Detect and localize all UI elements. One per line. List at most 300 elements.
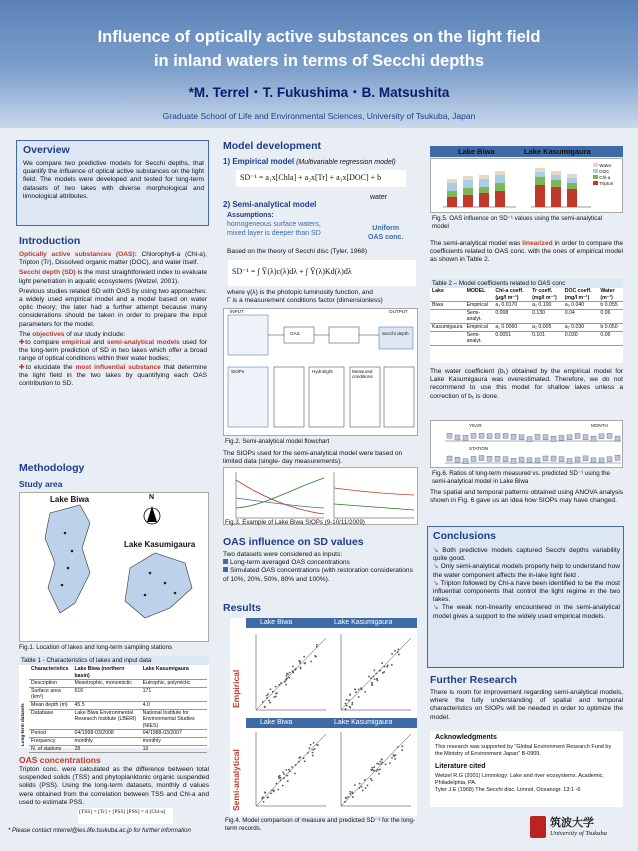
table-cell: 0.06 xyxy=(598,309,623,323)
where-text xyxy=(227,289,419,305)
scatter-point xyxy=(313,742,315,744)
scatter-point xyxy=(391,664,393,666)
arrow-bullet-icon: ↘ xyxy=(433,563,439,571)
scatter-point xyxy=(360,687,362,689)
fig6-boxplots xyxy=(431,421,624,469)
obj-post: of our study include: xyxy=(64,330,126,338)
siops-figure xyxy=(223,467,418,525)
table1-side-label: Long-term datasets xyxy=(20,703,25,746)
scatter-point xyxy=(370,677,372,679)
uniform-oas xyxy=(368,224,403,242)
boxplot-box xyxy=(607,457,612,462)
table-row xyxy=(29,730,207,738)
results-heading: Results xyxy=(223,602,261,614)
scatter-point xyxy=(378,773,380,775)
stacked-bar-segment xyxy=(495,171,505,175)
scatter-point xyxy=(371,682,373,684)
scatter-point xyxy=(280,779,282,781)
table-cell: Empirical xyxy=(465,302,494,310)
empirical-model-label xyxy=(223,157,396,166)
spatial-text: The spatial and temporal patterns obtained using ANOVA analysis shown in Fig. 6 gave us an idea how SIOPs may have changed. xyxy=(430,489,623,505)
scatter-point xyxy=(352,796,354,798)
conclusion-1 xyxy=(433,547,620,563)
scatter-point xyxy=(285,769,287,771)
scatter-point xyxy=(377,680,379,682)
obj2-c: that determine the light field in the two lakes by quantifying each OAS contribution to SD. xyxy=(19,363,207,388)
scatter-point xyxy=(401,745,403,747)
scatter-point xyxy=(383,666,385,668)
scatter-point xyxy=(304,760,306,762)
oas-text: Chlorophyll-a (Chl-a), Tripton (Tr), Dissolved organic matter (DOC), and water itself. xyxy=(19,251,207,267)
scatter-point xyxy=(391,653,393,655)
table-cell: monthly xyxy=(141,737,207,745)
scatter-point xyxy=(307,752,309,754)
legend-tripton-text: Tripton xyxy=(599,181,614,186)
scatter-point xyxy=(288,769,290,771)
poster-title-line2: in inland waters in terms of Secchi depths xyxy=(153,52,485,70)
empirical-label-text: 1) Empirical model xyxy=(223,157,295,166)
literature-list xyxy=(435,773,618,793)
ack-box xyxy=(430,731,623,807)
obj1-e: used for the long-term prediction of SD in two lakes which offer a broad range of optical conditions within their water bodies; xyxy=(19,339,207,363)
boxplot-box xyxy=(543,435,548,440)
obj1-a: to compare xyxy=(25,339,62,347)
scatter-point xyxy=(295,764,297,766)
stacked-bar-segment xyxy=(551,175,561,180)
boxplot-box xyxy=(543,456,548,461)
further-text: There is room for improvement regarding semi-analytical models, where the fully understanding of spatial and temporal characteristics on SIOPs will be needed in order to optimize the model. xyxy=(430,689,623,721)
conclusions-heading: Conclusions xyxy=(433,530,497,542)
scatter-point xyxy=(394,758,396,760)
table-cell: 0.101 xyxy=(530,331,563,345)
water-annotation: water xyxy=(370,194,388,201)
table-cell xyxy=(430,309,465,323)
scatter-point xyxy=(287,780,289,782)
scatter-point xyxy=(371,684,373,686)
table-row xyxy=(29,701,207,709)
boxplot-box xyxy=(551,436,556,441)
assumptions xyxy=(227,211,347,238)
stacked-bar-segment xyxy=(447,183,457,191)
linearized-text xyxy=(430,240,623,265)
where-2: Γ is a measurement conditions factor (dimensionless) xyxy=(227,297,383,305)
boxplot-box xyxy=(615,455,620,460)
obj1-c: and xyxy=(90,339,107,347)
objective-2 xyxy=(19,364,207,389)
scatter-point xyxy=(380,763,382,765)
table-cell: 0.008 xyxy=(493,309,530,323)
scatter-point xyxy=(397,746,399,748)
scatter-point xyxy=(280,682,282,684)
flow-siops: SIOPs xyxy=(231,369,245,374)
scatter-point xyxy=(262,701,264,703)
scatter-point xyxy=(314,748,316,750)
lin-pre: The semi-analytical model was xyxy=(430,240,523,247)
scatter-point xyxy=(395,754,397,756)
table-cell: Frequency xyxy=(29,737,73,745)
scatter-point xyxy=(377,769,379,771)
oas-influence-intro: Two datasets were considered as inputs: xyxy=(223,551,343,558)
oas-item-1-text: Long-term averaged OAS concentrations xyxy=(230,559,350,567)
scatter-point xyxy=(401,749,403,751)
table2 xyxy=(430,279,623,363)
sd-label: Secchi depth (SD) xyxy=(19,269,76,277)
arrow-bullet-icon: ↘ xyxy=(433,604,439,612)
stacked-bar-segment xyxy=(495,183,505,191)
table-cell: Tr coeff. (mg/l m⁻¹) xyxy=(530,288,563,302)
stacked-bar-segment xyxy=(535,172,545,177)
scatter-point xyxy=(263,801,265,803)
scatter-point xyxy=(397,651,399,653)
boxplot-box xyxy=(471,456,476,461)
table-cell: Water (m⁻¹) xyxy=(598,288,623,302)
methodology-heading: Methodology xyxy=(19,462,85,474)
obj-label: objectives xyxy=(32,330,65,338)
stacked-bar-segment xyxy=(479,175,489,179)
conclusions-list xyxy=(433,547,620,621)
scatter-point xyxy=(282,771,284,773)
assumption-1: homogeneous surface waters, xyxy=(227,221,321,228)
scatter-point xyxy=(267,693,269,695)
semi-model-label: 2) Semi-analytical model xyxy=(223,200,317,209)
siops-text: The SIOPs used for the semi-analytical model were based on limited data (single- day measurements). xyxy=(223,450,403,466)
table-cell: a₃ 0.030 xyxy=(563,323,599,331)
table-cell: Lake xyxy=(430,288,465,302)
stacked-bar-segment xyxy=(479,179,489,187)
flow-hydrolight: Hydrolight xyxy=(312,369,333,374)
stacked-bar-segment xyxy=(463,188,473,195)
model-dev-heading: Model development xyxy=(223,140,322,152)
boxplot-box xyxy=(559,435,564,440)
scatter-point xyxy=(268,700,270,702)
scatter-point xyxy=(289,672,291,674)
scatter-point xyxy=(379,670,381,672)
scatter-point xyxy=(282,785,284,787)
boxplot-box xyxy=(495,433,500,438)
scatter-point xyxy=(286,677,288,679)
boxplot-box xyxy=(527,458,532,463)
empirical-row-label: Empirical xyxy=(231,669,241,708)
semi-row-label: Semi-analytical xyxy=(231,749,241,811)
flowchart-figure xyxy=(223,308,418,436)
scatter-point xyxy=(310,661,312,663)
table-cell: 171 xyxy=(141,687,207,701)
boxplot-box xyxy=(535,458,540,463)
scatter-point xyxy=(352,702,354,704)
boxplot-box xyxy=(503,457,508,462)
stacked-bar-segment xyxy=(463,195,473,207)
flow-measured: Measured conditions xyxy=(352,369,373,379)
table-cell: a₃ 0.040 xyxy=(563,302,599,310)
scatter-point xyxy=(303,757,305,759)
oas-conc-label: OAS conc. xyxy=(368,234,404,241)
overview-text: We compare two predictive models for Secchi depths, that quantify the influence of optical active substances on the light field. The models were developed and tested for long-term datasets of two lakes with diverse morphological and limnological attributes. xyxy=(23,160,204,200)
stacked-bar-segment xyxy=(463,180,473,188)
scatter-point xyxy=(314,655,316,657)
scatter-point xyxy=(275,686,277,688)
scatter-point xyxy=(346,699,348,701)
conclusions-box xyxy=(427,526,624,668)
table-cell: 04/1988-03/2007 xyxy=(141,730,207,738)
ack-text: This research was supported by "Global Environment Research Fund by the Ministry of Environment Japan" B-0909. xyxy=(435,744,612,757)
scatter-point xyxy=(354,784,356,786)
table-cell: Description xyxy=(29,680,73,688)
map-graphic xyxy=(20,493,210,643)
scatter-point xyxy=(368,676,370,678)
fig5-biwa: Lake Biwa xyxy=(458,147,495,156)
scatter-point xyxy=(292,670,294,672)
boxplot-box xyxy=(607,433,612,438)
scatter-point xyxy=(391,757,393,759)
results-biwa-label-2: Lake Biwa xyxy=(260,719,293,726)
water-coeff-text: The water coefficient (b₁) obtained by the empirical model for Lake Kasumigaura was overestimated. Therefore, we do not recommend to use this model for shallow lakes unless a correction of b₁ is done. xyxy=(430,368,623,400)
table-cell: a₁ 0.0170 xyxy=(493,302,530,310)
bullet-arrow-icon: ✚ xyxy=(19,339,26,347)
boxplot-box xyxy=(527,437,532,442)
table-cell: b 0.050 xyxy=(598,323,623,331)
arrow-bullet-icon: ↘ xyxy=(433,547,439,554)
lit-heading: Literature cited xyxy=(435,763,486,770)
boxplot-box xyxy=(479,456,484,461)
fig2-caption: Fig.2. Semi-analytical model flowchart xyxy=(225,438,330,445)
table-cell: Biwa xyxy=(430,302,465,310)
oas-label: Optically active substances (OAS): xyxy=(19,251,137,258)
table-cell: 0.030 xyxy=(563,331,599,345)
scatter-point xyxy=(298,761,300,763)
scatter-plots xyxy=(246,628,417,816)
legend-chla-text: Chl-a xyxy=(599,175,611,180)
boxplot-box xyxy=(455,457,460,462)
table-row xyxy=(430,331,623,345)
scatter-point xyxy=(383,671,385,673)
scatter-point xyxy=(345,797,347,799)
table-cell: Period xyxy=(29,730,73,738)
table-cell: 0.130 xyxy=(530,309,563,323)
fig1-caption: Fig.1. Location of lakes and long-term sampling stations xyxy=(19,644,173,651)
scatter-point xyxy=(394,650,396,652)
scatter-point xyxy=(312,749,314,751)
table-row xyxy=(29,745,207,753)
scatter-point xyxy=(382,762,384,764)
scatter-point xyxy=(358,689,360,691)
square-bullet-icon xyxy=(223,559,228,564)
scatter-point xyxy=(264,706,266,708)
introduction-heading: Introduction xyxy=(19,235,81,247)
scatter-point xyxy=(285,679,287,681)
scatter-point xyxy=(344,801,346,803)
boxplot-box xyxy=(463,435,468,440)
stacked-bar-segment xyxy=(567,178,577,183)
table-row xyxy=(29,737,207,745)
legend-tripton xyxy=(593,181,613,187)
obj-pre: The xyxy=(19,330,33,338)
intro-previous-studies: Previous studies related SD with OAS by using two approaches: a widely used empirical model and a model based on water optic theory; the later had a further attempt because many considerations should be taken in order to prepare the input parameters for the model. xyxy=(19,287,207,328)
boxplot-box xyxy=(487,456,492,461)
results-figure xyxy=(230,618,417,816)
university-name-en: University of Tsukuba xyxy=(550,830,607,837)
table-cell xyxy=(430,331,465,345)
scatter-point xyxy=(381,662,383,664)
square-bullet-icon xyxy=(223,567,228,572)
c1-text: Both predictive models captured Secchi depths variability quite good. xyxy=(433,547,620,563)
fig6-station: STATION xyxy=(469,446,489,451)
scatter-point xyxy=(378,763,380,765)
scatter-point xyxy=(385,763,387,765)
stacked-bar-segment xyxy=(567,183,577,189)
fig6-chart xyxy=(430,420,623,468)
scatter-point xyxy=(397,648,399,650)
scatter-point xyxy=(347,796,349,798)
scatter-point xyxy=(349,793,351,795)
table-cell: Database xyxy=(29,709,73,730)
boxplot-box xyxy=(463,459,468,464)
scatter-point xyxy=(380,761,382,763)
boxplot-box xyxy=(583,435,588,440)
tss-equation: [TSS] = [Tr] + [PSS] [PSS] = d [Chl-a] xyxy=(78,808,173,824)
c2-text: Only semi-analytical models properly help to understand how the water component affects the in-lake light field . xyxy=(433,563,620,579)
table-row xyxy=(29,680,207,688)
boxplot-box xyxy=(575,433,580,438)
sd-text: is the most straightforward index to evaluate light penetration in aquatic ecosystems (Wetzel, 2001). xyxy=(19,269,208,285)
scatter-point xyxy=(312,755,314,757)
boxplot-box xyxy=(471,433,476,438)
boxplot-box xyxy=(495,456,500,461)
scatter-point xyxy=(346,705,348,707)
table-cell: Lake Biwa (northern basin) xyxy=(73,666,141,680)
table-cell: a₂ 0.100 xyxy=(530,302,563,310)
boxplot-box xyxy=(583,456,588,461)
fig4-caption: Fig.4. Model comparison of measure and predicted SD⁻¹ for the long-term records. xyxy=(225,817,416,832)
table-cell: Chl-a coeff. (μg/l m⁻¹) xyxy=(493,288,530,302)
scatter-point xyxy=(295,668,297,670)
boxplot-box xyxy=(487,434,492,439)
fig5-caption: Fig.5. OAS influence on SD⁻¹ values using the semi-analytical model xyxy=(432,215,603,230)
table-cell: Lake Kasumigaura xyxy=(141,666,207,680)
fig5-kasumigaura: Lake Kasumigaura xyxy=(524,147,591,156)
ack-heading: Acknowledgments xyxy=(435,734,497,741)
oas-input-2 xyxy=(223,567,418,583)
table-cell: Characteristics xyxy=(29,666,73,680)
boxplot-box xyxy=(551,456,556,461)
scatter-point xyxy=(316,744,318,746)
fig3-caption: Fig.3. Example of Lake Biwa SIOPs (9-10/11/2009) xyxy=(225,519,365,526)
legend-doc-text: DOC xyxy=(599,169,610,174)
boxplot-box xyxy=(591,436,596,441)
stacked-bar-segment xyxy=(567,189,577,207)
boxplot-box xyxy=(567,435,572,440)
scatter-point xyxy=(277,789,279,791)
scatter-point xyxy=(283,777,285,779)
scatter-point xyxy=(371,767,373,769)
table-cell: Surface area (km²) xyxy=(29,687,73,701)
stacked-bar-segment xyxy=(551,187,561,207)
based-on-text: Based on the theory of Secchi disc (Tyler, 1968) xyxy=(227,248,368,255)
table-cell: National Institute for Environmental Studies (NIES) xyxy=(141,709,207,730)
contact-footer: * Please contact mterrel@ies.life.tsukuba.ac.jp for further information xyxy=(8,828,191,834)
table-cell: DOC coeff. (mg/l m⁻¹) xyxy=(563,288,599,302)
conclusion-4 xyxy=(433,604,620,620)
flow-secchi: Secchi depth xyxy=(382,331,409,336)
empirical-note: (Multivariable regression model) xyxy=(294,159,396,166)
flow-oas: OAS xyxy=(290,331,300,336)
table-row xyxy=(430,309,623,323)
results-kasumi-label-2: Lake Kasumigaura xyxy=(334,719,393,726)
scatter-point xyxy=(389,762,391,764)
boxplot-box xyxy=(591,458,596,463)
table-row xyxy=(29,687,207,701)
scatter-point xyxy=(272,691,274,693)
oas-conc-text: Tripton conc. were calculated as the difference between total suspended solids (TSS) and phytoplanktonic organic suspended solids (PSS). Using the long-term datasets, monthly d values were obtained from the correlation between TSS and Chl-a and used to estimate PSS. xyxy=(19,766,209,806)
scatter-point xyxy=(299,662,301,664)
obj2-b: most influential substance xyxy=(75,363,161,371)
boxplot-box xyxy=(511,458,516,463)
table-cell: 0.04 xyxy=(563,309,599,323)
scatter-point xyxy=(382,672,384,674)
table-cell: b 0.055 xyxy=(598,302,623,310)
scatter-point xyxy=(299,756,301,758)
scatter-point xyxy=(364,691,366,693)
scatter-point xyxy=(286,675,288,677)
table-cell: 04/1998-03/2008 xyxy=(73,730,141,738)
scatter-point xyxy=(361,786,363,788)
boxplot-box xyxy=(503,433,508,438)
scatter-point xyxy=(375,770,377,772)
scatter-point xyxy=(379,768,381,770)
scatter-point xyxy=(292,665,294,667)
stacked-bar-segment xyxy=(551,171,561,175)
scatter-point xyxy=(345,708,347,710)
table-row xyxy=(430,302,623,310)
table-cell: Empirical xyxy=(465,323,494,331)
scatter-point xyxy=(284,681,286,683)
authors: *M. Terrel・T. Fukushima・B. Matsushita xyxy=(188,85,450,100)
table2-title: Table 2 – Model coefficients related to OAS conc xyxy=(430,279,623,288)
scatter-point xyxy=(376,763,378,765)
scatter-point xyxy=(359,783,361,785)
table1-grid xyxy=(29,666,207,753)
table-cell: 45.5 xyxy=(73,701,141,709)
stacked-bar-segment xyxy=(447,191,457,197)
scatter-point xyxy=(316,646,318,648)
scatter-point xyxy=(358,696,360,698)
boxplot-box xyxy=(511,434,516,439)
boxplot-box xyxy=(479,433,484,438)
results-biwa-label-1: Lake Biwa xyxy=(260,619,293,626)
boxplot-box xyxy=(535,434,540,439)
overview-heading: Overview xyxy=(23,144,70,156)
scatter-point xyxy=(270,688,272,690)
scatter-point xyxy=(283,773,285,775)
obj1-d: semi-analytical models xyxy=(106,339,180,347)
table-row xyxy=(430,323,623,331)
map-label-kasumigaura: Lake Kasumigaura xyxy=(124,540,196,549)
lin-word: linearized xyxy=(522,240,553,247)
assumption-2: mixed layer is deeper than SD xyxy=(227,230,321,237)
scatter-point xyxy=(370,778,372,780)
obj1-b: empirical xyxy=(61,339,91,347)
scatter-point xyxy=(300,668,302,670)
flow-output-label: OUTPUT xyxy=(389,309,408,314)
scatter-point xyxy=(371,779,373,781)
stacked-bar-segment xyxy=(447,179,457,183)
flow-input-label: INPUT xyxy=(230,309,244,314)
uniform-label: Uniform xyxy=(372,225,400,232)
table-cell: Mesotrophic, monomictic xyxy=(73,680,141,688)
north-arrow-icon: N xyxy=(149,494,155,501)
scatter-point xyxy=(355,691,357,693)
boxplot-box xyxy=(559,457,564,462)
scatter-point xyxy=(275,696,277,698)
